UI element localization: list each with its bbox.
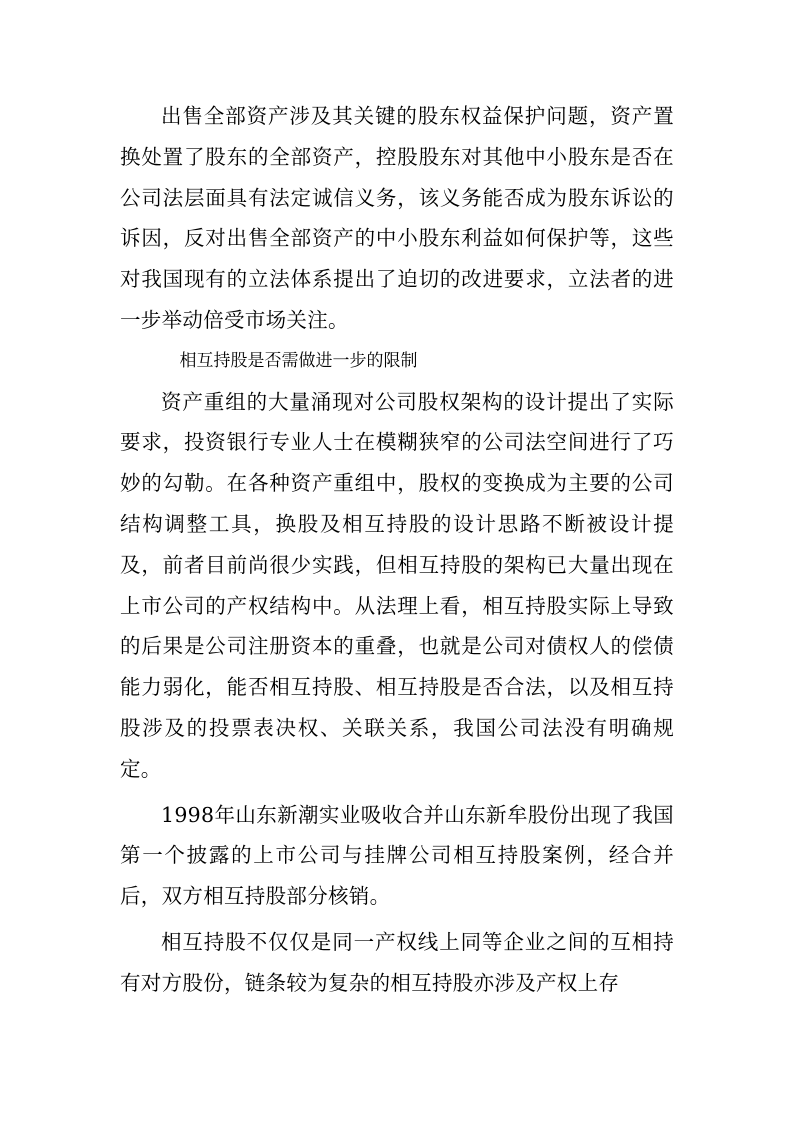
paragraph-cross-holding: 资产重组的大量涌现对公司股权架构的设计提出了实际要求，投资银行专业人士在模糊狭窄的公司法空间进行了巧妙的勾勒。在各种资产重组中，股权的变换成为主要的公司结构调整工具，换股及相互持股的设计思路不断被设计提及，前者目前尚很少实践，但相互持股的架构已大量出现在上市公司的产权结构中。从法理上看，相互持股实际上导致的后果是公司注册资本的重叠，也就是公司对债权人的偿债能力弱化，能否相互持股、相互持股是否合法，以及相互持股涉及的投票表决权、关联关系，我国公司法没有明确规定。 <box>120 389 674 781</box>
section-heading: 相互持股是否需做进一步的限制 <box>179 350 418 371</box>
paragraph-case-1998: 1998年山东新潮实业吸收合并山东新牟股份出现了我国第一个披露的上市公司与挂牌公司相互持股案例，经合并后，双方相互持股部分核销。 <box>120 802 674 909</box>
paragraph-chain-holding: 相互持股不仅仅是同一产权线上同等企业之间的互相持有对方股份，链条较为复杂的相互持股亦涉及产权上存 <box>120 929 674 995</box>
paragraph-asset-sale: 出售全部资产涉及其关键的股东权益保护问题，资产置换处置了股东的全部资产，控股股东对其他中小股东是否在公司法层面具有法定诚信义务，该义务能否成为股东诉讼的诉因，反对出售全部资产的中小股东利益如何保护等，这些对我国现有的立法体系提出了迫切的改进要求，立法者的进一步举动倍受市场关注。 <box>120 104 674 332</box>
document-body <box>120 96 674 1004</box>
